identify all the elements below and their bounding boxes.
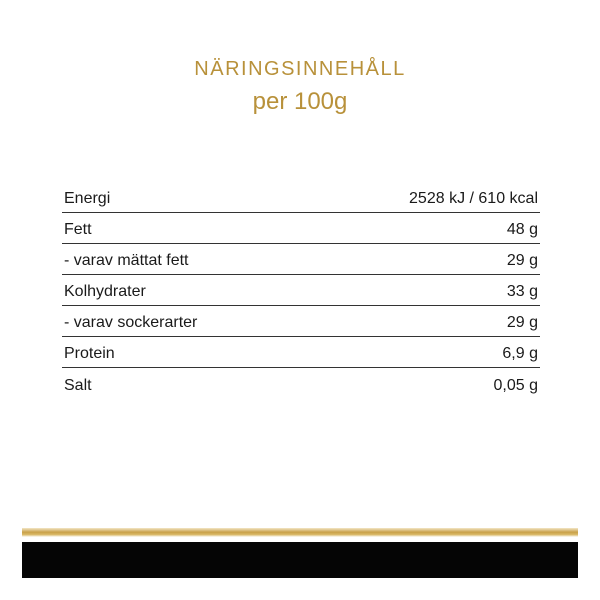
table-row-sugars	[62, 306, 540, 337]
footer-gold-band	[22, 528, 578, 540]
table-row-energy	[62, 182, 540, 213]
row-value: 29 g	[506, 314, 538, 331]
table-row-protein	[62, 337, 540, 368]
row-value: 0,05 g	[493, 377, 538, 394]
table-row-salt	[62, 368, 540, 399]
row-label: Kolhydrater	[64, 283, 146, 300]
row-value: 29 g	[506, 252, 538, 269]
row-label: Salt	[64, 377, 92, 394]
row-value: 33 g	[506, 283, 538, 300]
table-row-saturated-fat	[62, 244, 540, 275]
row-label: - varav mättat fett	[64, 252, 189, 269]
page-title: NÄRINGSINNEHÅLL	[194, 58, 406, 80]
row-label: - varav sockerarter	[64, 314, 198, 331]
row-label: Protein	[64, 345, 115, 362]
row-value: 2528 kJ / 610 kcal	[409, 190, 538, 207]
page-subtitle: per 100g	[252, 88, 348, 115]
row-value: 6,9 g	[502, 345, 538, 362]
footer-black-band	[22, 542, 578, 578]
row-value: 48 g	[506, 221, 538, 238]
table-row-carbohydrates	[62, 275, 540, 306]
row-label: Fett	[64, 221, 92, 238]
table-row-fat	[62, 213, 540, 244]
row-label: Energi	[64, 190, 111, 207]
nutrition-table	[62, 182, 540, 399]
